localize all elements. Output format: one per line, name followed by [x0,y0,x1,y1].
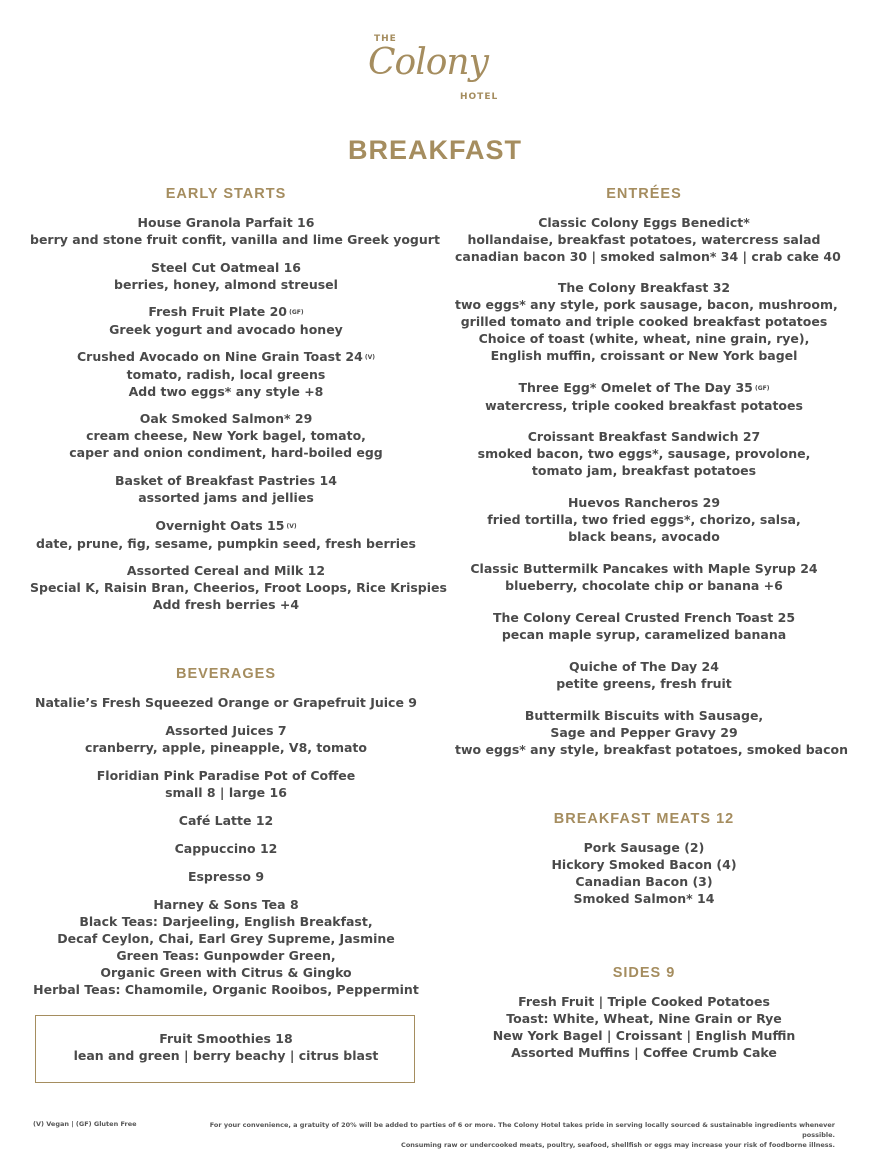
beverage-item-desc: cranberry, apple, pineapple, V8, tomato [85,740,367,755]
entree-item-name: Huevos Rancheros 29 [567,495,721,510]
diet-tag: (V) [284,523,297,530]
smoothie-name: Fruit Smoothies 18 [159,1031,293,1046]
beverage-item-desc: Black Teas: Darjeeling, English Breakfast, [79,914,373,929]
entree-item [455,428,833,479]
entree-item [455,494,833,545]
beverage-item [30,694,422,711]
early-starts-item-name: Oak Smoked Salmon* 29 [139,411,313,426]
early-starts-item-name: Steel Cut Oatmeal 16 [151,260,301,275]
breakfast-meat-line: Smoked Salmon* 14 [573,891,715,906]
entree-item-desc: Choice of toast (white, wheat, nine grain, rye), [478,331,810,346]
diet-tag: (V) [362,354,376,361]
entree-item-name: Three Egg* Omelet of The Day 35 (GF) [518,380,770,395]
beverage-item-desc: Green Teas: Gunpowder Green, [116,948,336,963]
side-line: Fresh Fruit | Triple Cooked Potatoes [518,994,770,1009]
entree-item [455,379,833,414]
entree-item-desc: fried tortilla, two fried eggs*, chorizo, salsa, [487,512,801,527]
entree-item-desc: two eggs* any style, pork sausage, bacon, mushroom, [455,297,838,312]
breakfast-meat-line: Canadian Bacon (3) [575,874,713,889]
early-starts-item [30,259,422,293]
gratuity-note: For your convenience, a gratuity of 20% will be added to parties of 6 or more. The Colony Hotel takes pride in serving locally sourced & sustainable ingredients whenever possible. [209,1121,835,1139]
early-starts-item-desc: caper and onion condiment, hard-boiled egg [69,445,383,460]
entree-item [455,658,833,692]
early-starts-item-desc: Add two eggs* any style +8 [128,384,324,399]
logo-the: THE [374,34,397,44]
side-list [455,993,833,1061]
beverage-item-name: Espresso 9 [187,869,265,884]
beverage-item-desc: small 8 | large 16 [165,785,287,800]
breakfast-meat-line: Pork Sausage (2) [583,840,705,855]
beverage-item-desc: Organic Green with Citrus & Gingko [100,965,352,980]
beverage-item [30,896,422,998]
beverage-item-name: Harney & Sons Tea 8 [153,897,299,912]
entree-item-desc: English muffin, croissant or New York bagel [490,348,798,363]
entree-item-desc: two eggs* any style, breakfast potatoes, smoked bacon [455,742,849,757]
entree-item-name: Classic Buttermilk Pancakes with Maple Syrup 24 [470,561,818,576]
early-starts-item-desc: Greek yogurt and avocado honey [109,322,343,337]
early-starts-item-desc: tomato, radish, local greens [126,367,326,382]
early-starts-item [30,517,422,552]
early-starts-item [30,472,422,506]
sides-heading: SIDES 9 [612,965,676,981]
early-starts-item-desc: cream cheese, New York bagel, tomato, [86,428,366,443]
entree-item-desc: tomato jam, breakfast potatoes [531,463,757,478]
consumption-warning: Consuming raw or undercooked meats, poultry, seafood, shellfish or eggs may increase your risk of foodborne illness. [401,1141,835,1149]
entree-item-desc: hollandaise, breakfast potatoes, watercress salad [467,232,821,247]
early-starts-item-desc: date, prune, fig, sesame, pumpkin seed, fresh berries [36,536,416,551]
early-starts-item-name: Overnight Oats 15 (V) [155,518,297,533]
entrees-heading: ENTRÉES [606,186,682,202]
entree-item-desc: petite greens, fresh fruit [556,676,732,691]
beverage-item [30,767,422,801]
entree-item-desc: watercress, triple cooked breakfast potatoes [485,398,803,413]
entree-item-desc: blueberry, chocolate chip or banana +6 [505,578,783,593]
entree-item-name: The Colony Breakfast 32 [557,280,731,295]
entree-item [455,707,849,758]
beverage-item-desc: Herbal Teas: Chamomile, Organic Rooibos, Peppermint [33,982,419,997]
entree-item-name: Croissant Breakfast Sandwich 27 [527,429,761,444]
entree-item-desc: smoked bacon, two eggs*, sausage, provolone, [477,446,811,461]
early-starts-item [30,410,422,461]
diet-tag: (GF) [752,385,770,392]
breakfast-meat-list [455,839,833,907]
logo-colony-script: Colony [368,42,488,83]
entree-item [455,609,833,643]
early-starts-item-desc: assorted jams and jellies [138,490,314,505]
side-line: Toast: White, Wheat, Nine Grain or Rye [506,1011,782,1026]
smoothie-desc: lean and green | berry beachy | citrus blast [73,1048,379,1063]
early-starts-item-desc: berries, honey, almond streusel [114,277,338,292]
entree-item [455,560,833,594]
side-line: Assorted Muffins | Coffee Crumb Cake [511,1045,777,1060]
entree-item-desc: black beans, avocado [568,529,720,544]
breakfast-meat-line: Hickory Smoked Bacon (4) [551,857,737,872]
beverage-item-name: Floridian Pink Paradise Pot of Coffee [96,768,356,783]
side-line: New York Bagel | Croissant | English Muffin [492,1028,796,1043]
entree-item [455,279,838,364]
beverage-item-name: Cappuccino 12 [174,841,278,856]
early-starts-item-name: Crushed Avocado on Nine Grain Toast 24 (V) [76,349,376,364]
early-starts-item-desc: Add fresh berries +4 [152,597,300,612]
early-starts-item [30,562,447,613]
diet-legend: (V) Vegan | (GF) Gluten Free [33,1120,137,1128]
entree-item [455,214,841,265]
entree-item-desc: canadian bacon 30 | smoked salmon* 34 | crab cake 40 [455,249,841,264]
beverages-heading: BEVERAGES [175,666,277,682]
entree-item-name: The Colony Cereal Crusted French Toast 25 [492,610,796,625]
early-starts-item-desc: Special K, Raisin Bran, Cheerios, Froot Loops, Rice Krispies [30,580,447,595]
early-starts-item-name: Fresh Fruit Plate 20 (GF) [148,304,304,319]
early-starts-item-name: Assorted Cereal and Milk 12 [126,563,326,578]
right-column [455,0,849,1176]
early-starts-item [30,214,440,248]
entree-item-desc: Sage and Pepper Gravy 29 [550,725,738,740]
beverage-item-desc: Decaf Ceylon, Chai, Earl Grey Supreme, Jasmine [57,931,395,946]
entree-item-desc: pecan maple syrup, caramelized banana [501,627,787,642]
early-starts-item-name: House Granola Parfait 16 [137,215,315,230]
entree-item-name: Quiche of The Day 24 [569,659,719,674]
beverage-item [30,722,422,756]
beverage-item-name: Natalie’s Fresh Squeezed Orange or Grapefruit Juice 9 [34,695,417,710]
page-title: BREAKFAST [347,135,522,165]
early-starts-heading: EARLY STARTS [165,186,287,202]
early-starts-item [30,303,422,338]
diet-tag: (GF) [286,309,304,316]
beverage-item-name: Assorted Juices 7 [165,723,287,738]
beverage-item-name: Café Latte 12 [178,813,274,828]
footer-notes [195,1120,835,1150]
early-starts-item-name: Basket of Breakfast Pastries 14 [115,473,337,488]
early-starts-item-desc: berry and stone fruit confit, vanilla and lime Greek yogurt [30,232,440,247]
entree-item-desc: grilled tomato and triple cooked breakfast potatoes [460,314,828,329]
entree-item-name: Classic Colony Eggs Benedict* [538,215,750,230]
beverage-item [30,868,422,885]
logo-hotel: HOTEL [460,92,499,102]
smoothie-item [30,1030,422,1064]
beverage-item [30,840,422,857]
beverage-item [30,812,422,829]
entree-item-name: Buttermilk Biscuits with Sausage, [524,708,764,723]
meats-heading: BREAKFAST MEATS 12 [553,811,735,827]
early-starts-item [30,348,422,400]
